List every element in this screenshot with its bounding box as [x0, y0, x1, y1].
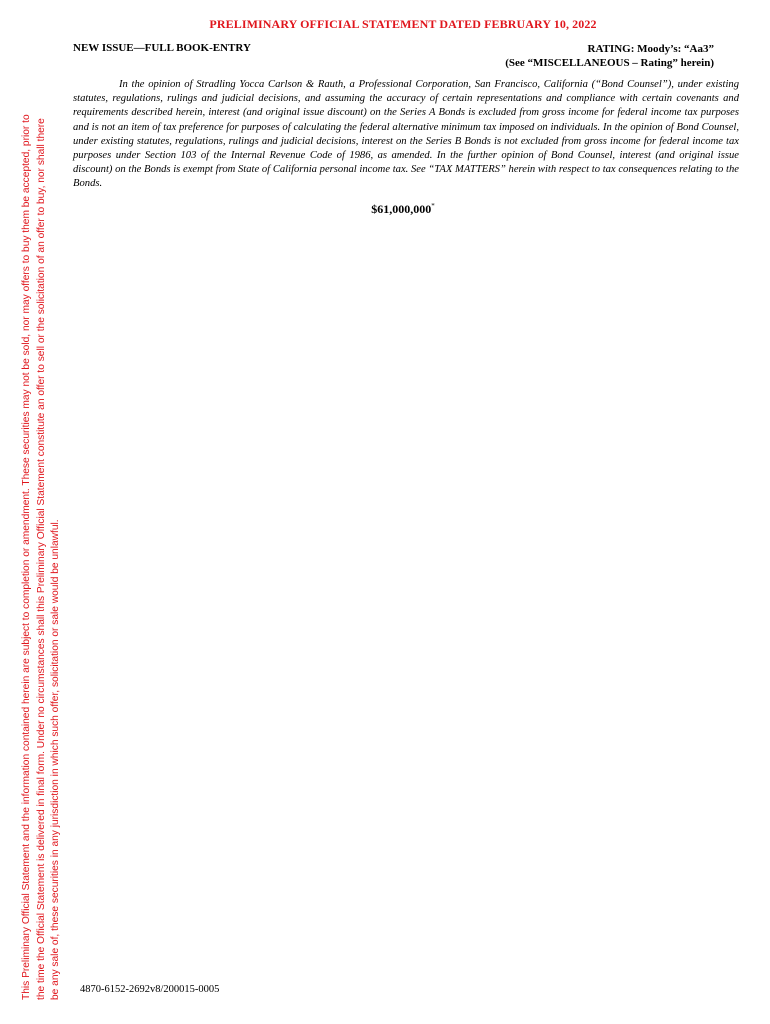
side-disclaimer-line-2: the time the Official Statement is delivered in final form. Under no circumstances shall this Preliminary Official Statement constitute an offer to sell or the solicitation of an offer to buy, nor shall there	[35, 118, 47, 1000]
preliminary-title: PRELIMINARY OFFICIAL STATEMENT DATED FEBRUARY 10, 2022	[209, 17, 597, 31]
side-disclaimer-line-1: This Preliminary Official Statement and the information contained herein are subject to completion or amendment. These securities may not be sold, nor may offers to buy them be accepted, prior to	[21, 114, 32, 1000]
document-code: 4870-6152-2692v8/200015-0005	[80, 984, 220, 995]
amount-footnote-mark: *	[431, 202, 435, 210]
amount-value: $61,000,000	[371, 202, 432, 216]
rating-block	[505, 42, 714, 70]
rating-reference: (See “MISCELLANEOUS – Rating” herein)	[505, 57, 714, 69]
tax-opinion-paragraph: In the opinion of Stradling Yocca Carlson & Rauth, a Professional Corporation, San Francisco, California (“Bond Counsel”), under existing statutes, regulations, rulings and judicial decisions, and assuming the accuracy of certain representations and compliance with certain covenants and requirements described herein, interest (and original issue discount) on the Series A Bonds is excluded from gross income for federal income tax purposes and is not an item of tax preference for purposes of calculating the federal alternative minimum tax imposed on individuals. In the opinion of Bond Counsel, under existing statutes, regulations, rulings and judicial decisions, interest on the Series B Bonds is not excluded from gross income for federal income tax purposes under Section 103 of the Internal Revenue Code of 1986, as amended. In the further opinion of Bond Counsel, interest (and original issue discount) on the Bonds is exempt from State of California personal income tax. See “TAX MATTERS” herein with respect to tax consequences relating to the Bonds.	[73, 79, 739, 190]
side-disclaimer-line-3: be any sale of, these securities in any jurisdiction in which such offer, solicitation or sale would be unlawful.	[50, 519, 61, 1000]
rating-line: RATING: Moody’s: “Aa3”	[587, 43, 714, 55]
new-issue-label: NEW ISSUE—FULL BOOK-ENTRY	[73, 42, 251, 54]
side-disclaimer	[20, 60, 64, 1000]
principal-amount	[0, 202, 770, 217]
